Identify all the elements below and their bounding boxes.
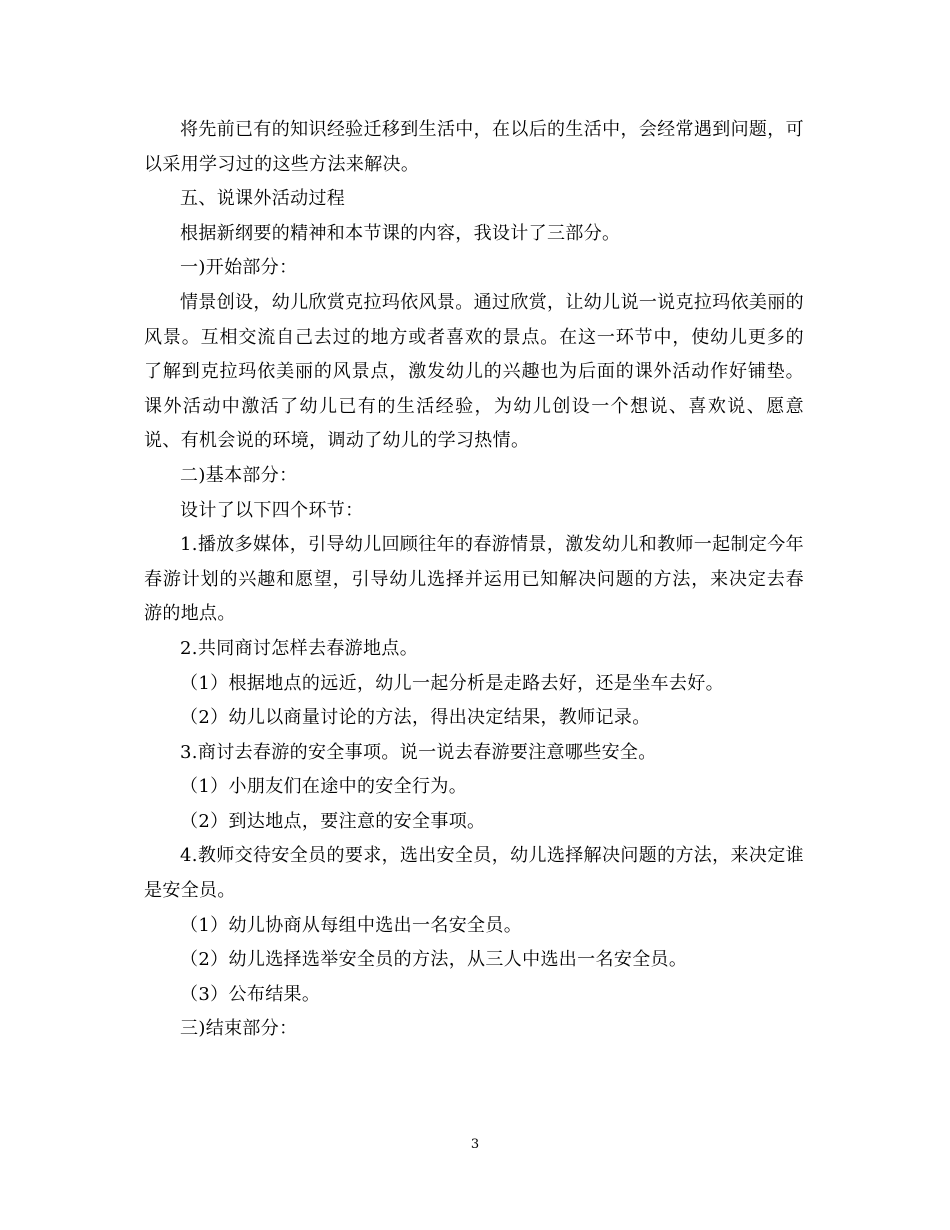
list-item-step-1: 1.播放多媒体，引导幼儿回顾往年的春游情景，激发幼儿和教师一起制定今年春游计划的兴趣和愿望，引导幼儿选择并运用已知解决问题的方法，来决定去春游的地点。 — [144, 534, 804, 625]
paragraph-scenario-creation: 情景创设，幼儿欣赏克拉玛依风景。通过欣赏，让幼儿说一说克拉玛依美丽的风景。互相交流自己去过的地方或者喜欢的景点。在这一环节中，使幼儿更多的了解到克拉玛依美丽的风景点，激发幼儿的兴趣也为后面的课外活动作好铺垫。课外活动中激活了幼儿已有的生活经验，为幼儿创设一个想说、喜欢说、愿意说、有机会说的环境，调动了幼儿的学习热情。 — [144, 291, 804, 452]
subheading-basic-part: 二)基本部分： — [180, 464, 298, 486]
list-item-step-3-sub-2: （2）到达地点，要注意的安全事项。 — [180, 810, 486, 832]
paragraph-three-parts: 根据新纲要的精神和本节课的内容，我设计了三部分。 — [180, 222, 621, 244]
list-item-step-3-sub-1: （1）小朋友们在途中的安全行为。 — [180, 776, 468, 798]
page-number: 3 — [470, 1137, 480, 1152]
subheading-ending-part: 三)结束部分： — [180, 1018, 298, 1040]
paragraph-knowledge-transfer: 将先前已有的知识经验迁移到生活中，在以后的生活中，会经常遇到问题，可以采用学习过的这些方法来解决。 — [144, 119, 804, 175]
subheading-opening-part: 一)开始部分： — [180, 257, 298, 279]
list-item-step-4-sub-2: （2）幼儿选择选举安全员的方法，从三人中选出一名安全员。 — [180, 949, 688, 971]
list-item-step-2: 2.共同商讨怎样去春游地点。 — [180, 637, 419, 659]
document-body — [144, 113, 804, 1047]
list-item-step-2-sub-2: （2）幼儿以商量讨论的方法，得出决定结果，教师记录。 — [180, 707, 651, 729]
paragraph-four-steps: 设计了以下四个环节： — [180, 499, 364, 521]
list-item-step-3: 3.商讨去春游的安全事项。说一说去春游要注意哪些安全。 — [180, 741, 657, 763]
list-item-step-4: 4.教师交待安全员的要求，选出安全员，幼儿选择解决问题的方法，来决定谁是安全员。 — [144, 845, 804, 902]
list-item-step-2-sub-1: （1）根据地点的远近，幼儿一起分析是走路去好，还是坐车去好。 — [180, 672, 724, 694]
list-item-step-4-sub-3: （3）公布结果。 — [180, 983, 321, 1005]
section-heading-activity-process: 五、说课外活动过程 — [180, 188, 346, 210]
list-item-step-4-sub-1: （1）幼儿协商从每组中选出一名安全员。 — [180, 914, 523, 936]
